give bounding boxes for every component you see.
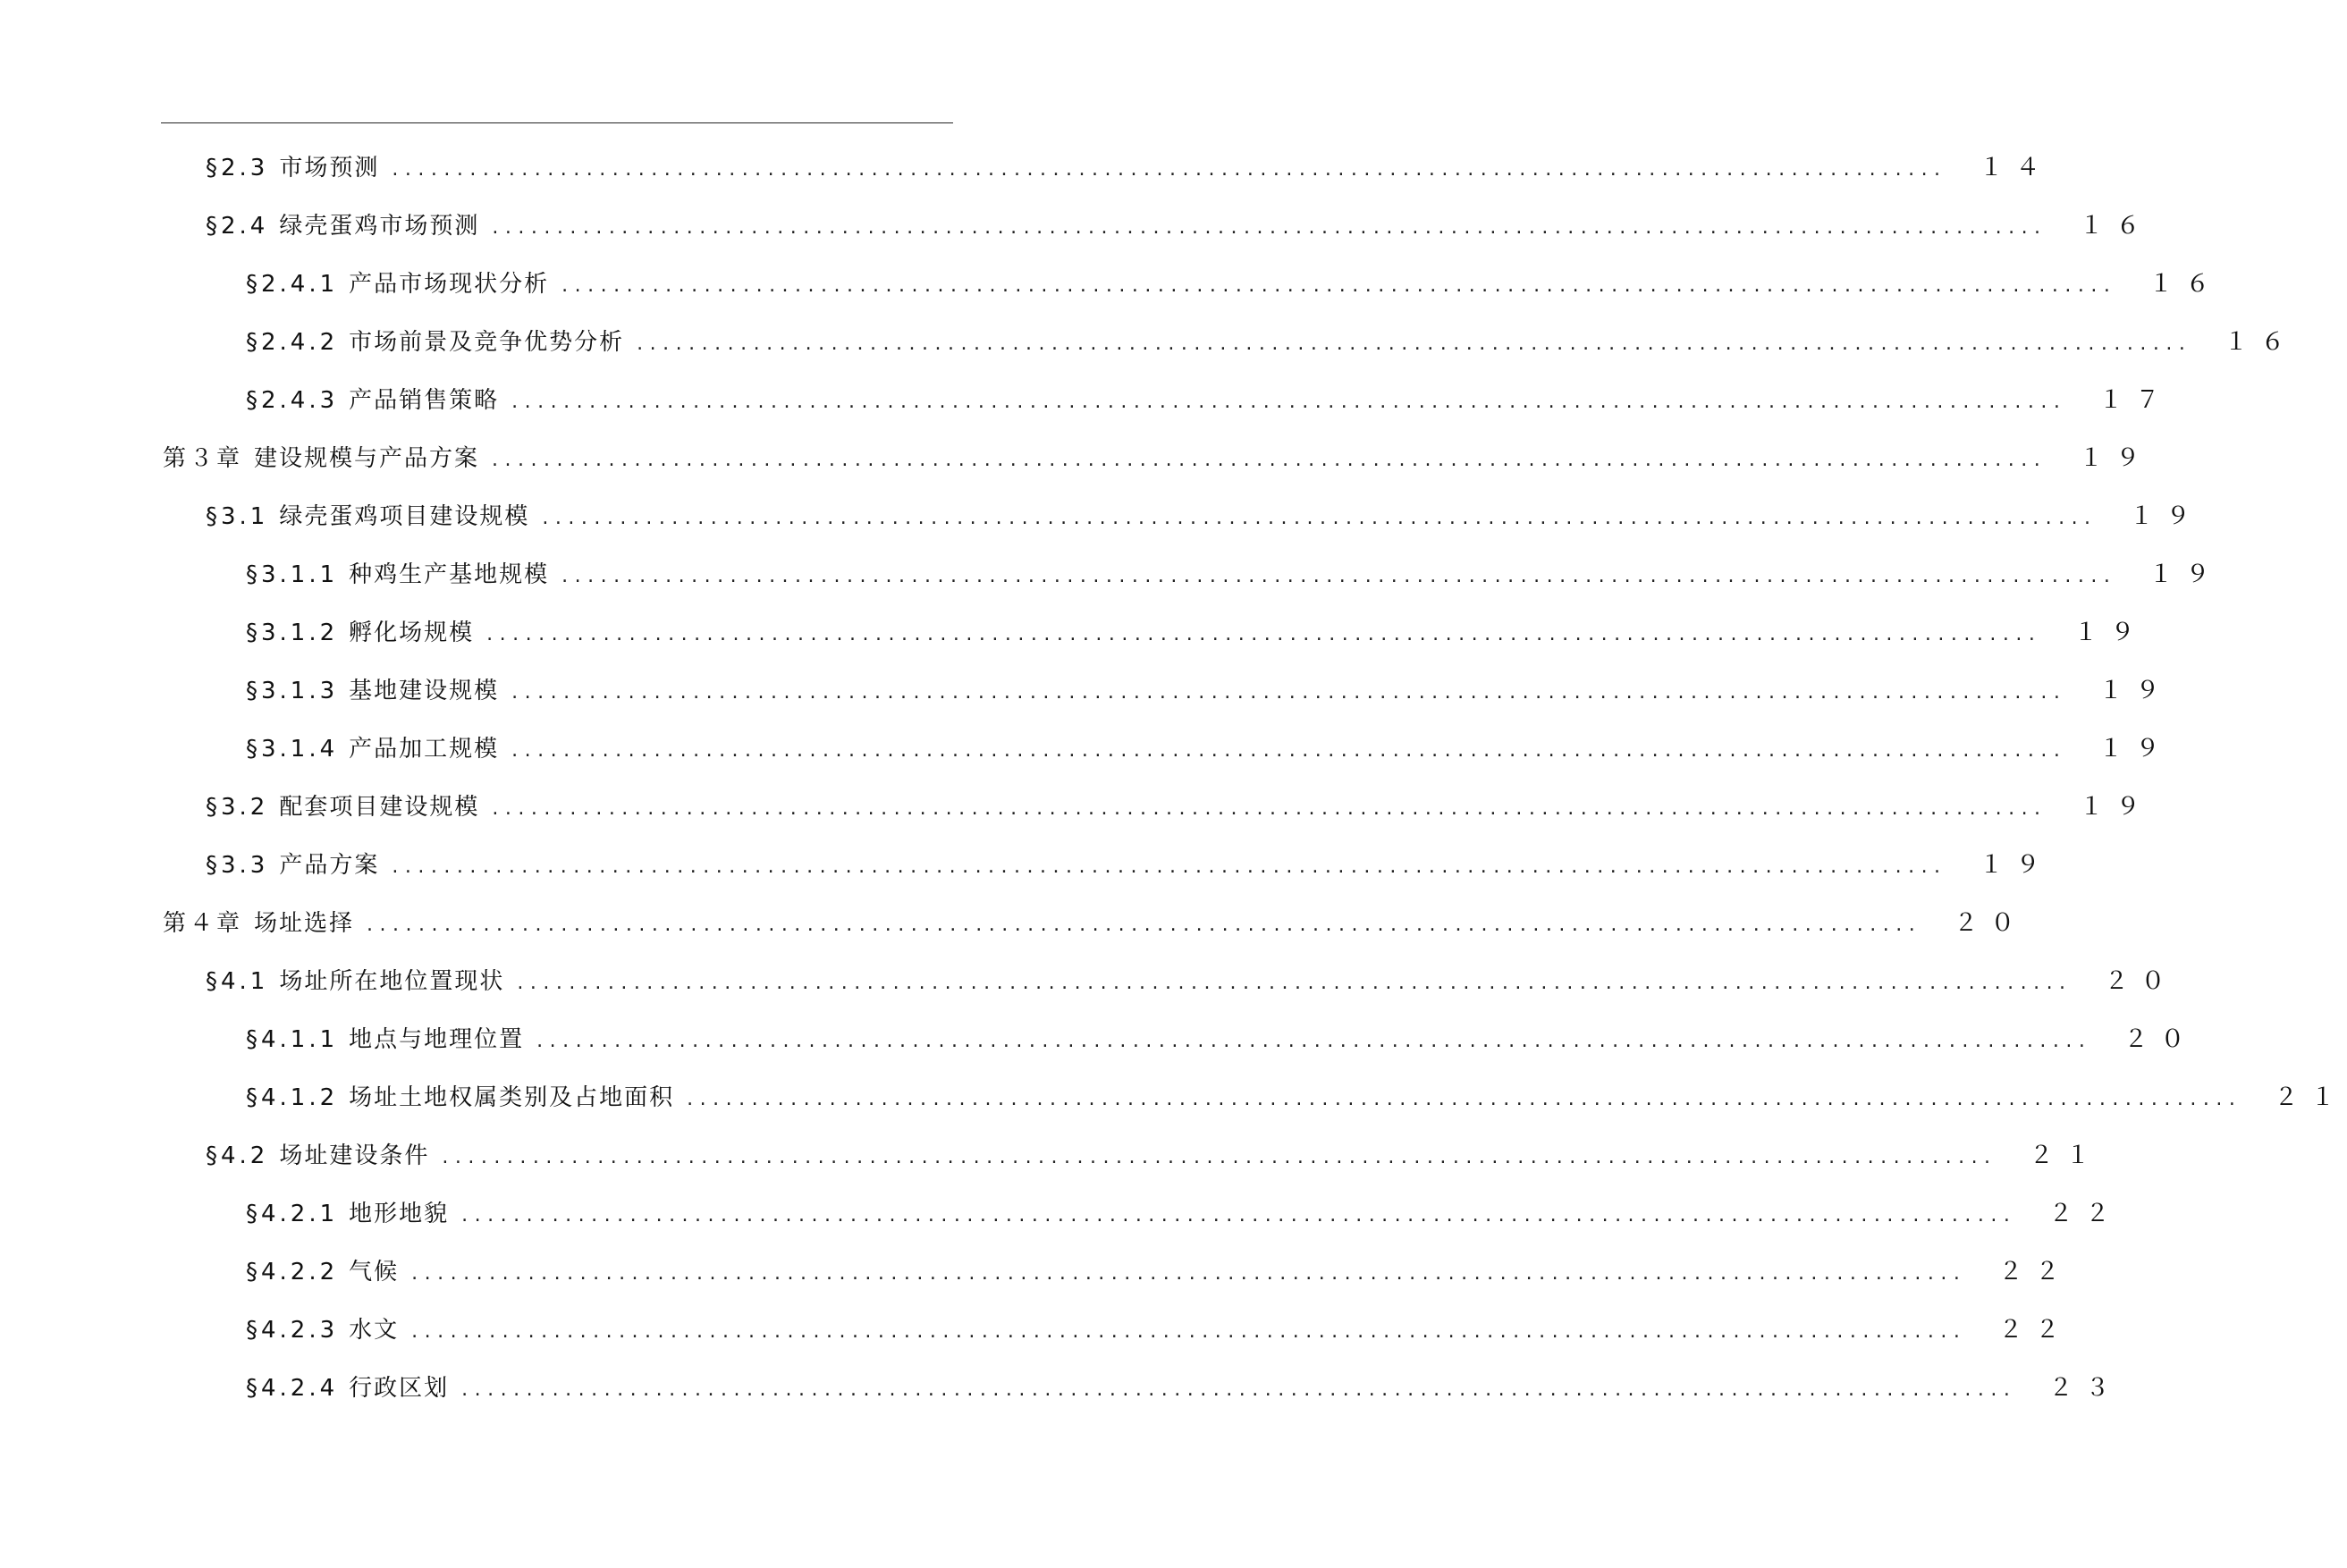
toc-entry-page: １９ — [2079, 444, 2153, 472]
toc-entry-page: １９ — [2098, 677, 2173, 704]
toc-entry[interactable] — [0, 1010, 2198, 1068]
dot-leader: ........................................................................................................................ — [536, 1029, 2092, 1052]
toc-entry-number: §3.2 — [206, 793, 269, 821]
dot-leader: ........................................................................................................................ — [492, 215, 2047, 239]
toc-entry[interactable] — [0, 836, 2053, 894]
toc-entry[interactable] — [0, 603, 2148, 662]
toc-entry-title: 场址建设条件 — [279, 1142, 430, 1169]
toc-entry-page: １９ — [2073, 619, 2148, 646]
dot-leader: ........................................................................................................................ — [367, 913, 1922, 936]
toc-entry-number: §4.2.3 — [246, 1316, 339, 1344]
toc-entry-title: 场址所在地位置现状 — [279, 967, 505, 995]
toc-entry-title: 产品销售策略 — [349, 386, 500, 414]
toc-entry-number: §4.2 — [206, 1142, 269, 1169]
toc-entry-title: 种鸡生产基地规模 — [349, 561, 550, 588]
toc-entry-page: １９ — [1979, 851, 2053, 879]
dot-leader: ........................................................................................................................ — [461, 1203, 2017, 1227]
toc-entry-title: 市场预测 — [279, 154, 380, 181]
toc-entry[interactable] — [0, 952, 2178, 1010]
toc-entry-page: ２０ — [2123, 1025, 2198, 1053]
toc-entry-number: §3.3 — [206, 851, 269, 879]
toc-entry[interactable] — [0, 894, 2028, 952]
dot-leader: ........................................................................................................................ — [392, 157, 1947, 181]
toc-entry-title: 场址土地权属类别及占地面积 — [349, 1083, 675, 1111]
toc-entry-title: 地点与地理位置 — [349, 1025, 525, 1053]
toc-entry-title: 配套项目建设规模 — [279, 793, 480, 821]
dot-leader: ........................................................................................................................ — [486, 622, 2042, 645]
toc-entry-page: １９ — [2149, 561, 2223, 588]
toc-entry-number: §2.4.2 — [246, 328, 339, 356]
toc-entry-page: １６ — [2079, 212, 2153, 240]
toc-entry[interactable] — [0, 313, 2298, 371]
toc-entry-number: §3.1.2 — [246, 619, 339, 646]
toc-entry-number: §4.2.2 — [246, 1258, 339, 1286]
toc-entry-page: １９ — [2079, 793, 2153, 821]
toc-entry-number: §4.1.2 — [246, 1083, 339, 1111]
toc-entry[interactable] — [0, 255, 2223, 313]
toc-entry-title: 建设规模与产品方案 — [254, 444, 480, 472]
table-of-contents — [0, 139, 2347, 1417]
toc-entry-title: 孵化场规模 — [349, 619, 475, 646]
toc-entry-number: §4.1 — [206, 967, 269, 995]
toc-entry-title: 市场前景及竞争优势分析 — [349, 328, 625, 356]
dot-leader: ........................................................................................................................ — [687, 1087, 2242, 1110]
dot-leader: ........................................................................................................................ — [492, 448, 2047, 471]
toc-entry-title: 气候 — [349, 1258, 400, 1286]
toc-entry[interactable] — [0, 720, 2173, 778]
dot-leader: ........................................................................................................................ — [511, 680, 2067, 704]
toc-entry[interactable] — [0, 778, 2153, 836]
toc-entry[interactable] — [0, 139, 2053, 197]
toc-entry[interactable] — [0, 487, 2203, 545]
toc-entry-page: １７ — [2098, 386, 2173, 414]
dot-leader: ........................................................................................................................ — [561, 274, 2117, 297]
toc-entry-page: ２２ — [2048, 1200, 2123, 1227]
toc-entry[interactable] — [0, 545, 2223, 603]
toc-entry-number: §4.2.4 — [246, 1374, 339, 1402]
toc-entry-page: １６ — [2224, 328, 2298, 356]
toc-entry[interactable] — [0, 1126, 2103, 1184]
toc-entry[interactable] — [0, 1068, 2347, 1126]
toc-entry-number: §2.4.3 — [246, 386, 339, 414]
toc-entry-title: 绿壳蛋鸡市场预测 — [279, 212, 480, 240]
toc-entry-title: 绿壳蛋鸡项目建设规模 — [279, 502, 530, 530]
toc-entry[interactable] — [0, 1184, 2123, 1243]
toc-entry-number: §3.1.3 — [246, 677, 339, 704]
toc-entry[interactable] — [0, 1243, 2073, 1301]
toc-entry-title: 产品市场现状分析 — [349, 270, 550, 298]
toc-entry-title: 行政区划 — [349, 1374, 450, 1402]
toc-entry-page: ２１ — [2029, 1142, 2103, 1169]
toc-entry-number: 第４章 — [163, 909, 244, 937]
toc-entry[interactable] — [0, 429, 2153, 487]
toc-entry[interactable] — [0, 1359, 2123, 1417]
toc-entry-page: ２３ — [2048, 1374, 2123, 1402]
toc-entry-page: ２２ — [1998, 1316, 2073, 1344]
toc-entry-page: １６ — [2149, 270, 2223, 298]
toc-entry[interactable] — [0, 662, 2173, 720]
dot-leader: ........................................................................................................................ — [517, 971, 2073, 994]
toc-entry-number: §3.1 — [206, 502, 269, 530]
toc-entry-page: １９ — [2129, 502, 2203, 530]
toc-entry[interactable] — [0, 1301, 2073, 1359]
toc-entry-number: §4.2.1 — [246, 1200, 339, 1227]
toc-entry-number: 第３章 — [163, 444, 244, 472]
dot-leader: ........................................................................................................................ — [542, 506, 2098, 529]
dot-leader: ........................................................................................................................ — [411, 1319, 1967, 1343]
toc-entry-title: 水文 — [349, 1316, 400, 1344]
toc-entry-page: １４ — [1979, 154, 2053, 181]
toc-entry-number: §2.3 — [206, 154, 269, 181]
dot-leader: ........................................................................................................................ — [637, 332, 2192, 355]
dot-leader: ........................................................................................................................ — [392, 855, 1947, 878]
toc-entry-page: １９ — [2098, 735, 2173, 763]
dot-leader: ........................................................................................................................ — [411, 1261, 1967, 1285]
toc-entry-title: 地形地貌 — [349, 1200, 450, 1227]
toc-entry-page: ２１ — [2274, 1083, 2347, 1111]
toc-entry-number: §3.1.1 — [246, 561, 339, 588]
toc-entry-page: ２０ — [2104, 967, 2178, 995]
toc-entry-page: ２２ — [1998, 1258, 2073, 1286]
toc-entry-number: §2.4.1 — [246, 270, 339, 298]
toc-entry-title: 基地建设规模 — [349, 677, 500, 704]
toc-entry[interactable] — [0, 371, 2173, 429]
dot-leader: ........................................................................................................................ — [561, 564, 2117, 587]
toc-entry-title: 产品加工规模 — [349, 735, 500, 763]
toc-entry-number: §3.1.4 — [246, 735, 339, 763]
toc-entry-number: §4.1.1 — [246, 1025, 339, 1053]
dot-leader: ........................................................................................................................ — [492, 797, 2047, 820]
dot-leader: ........................................................................................................................ — [461, 1378, 2017, 1401]
header-rule — [161, 122, 953, 123]
toc-entry-title: 场址选择 — [254, 909, 355, 937]
dot-leader: ........................................................................................................................ — [511, 738, 2067, 762]
toc-entry-title: 产品方案 — [279, 851, 380, 879]
toc-entry-page: ２０ — [1954, 909, 2028, 937]
dot-leader: ........................................................................................................................ — [511, 390, 2067, 413]
dot-leader: ........................................................................................................................ — [442, 1145, 1997, 1168]
toc-entry[interactable] — [0, 197, 2153, 255]
toc-entry-number: §2.4 — [206, 212, 269, 240]
